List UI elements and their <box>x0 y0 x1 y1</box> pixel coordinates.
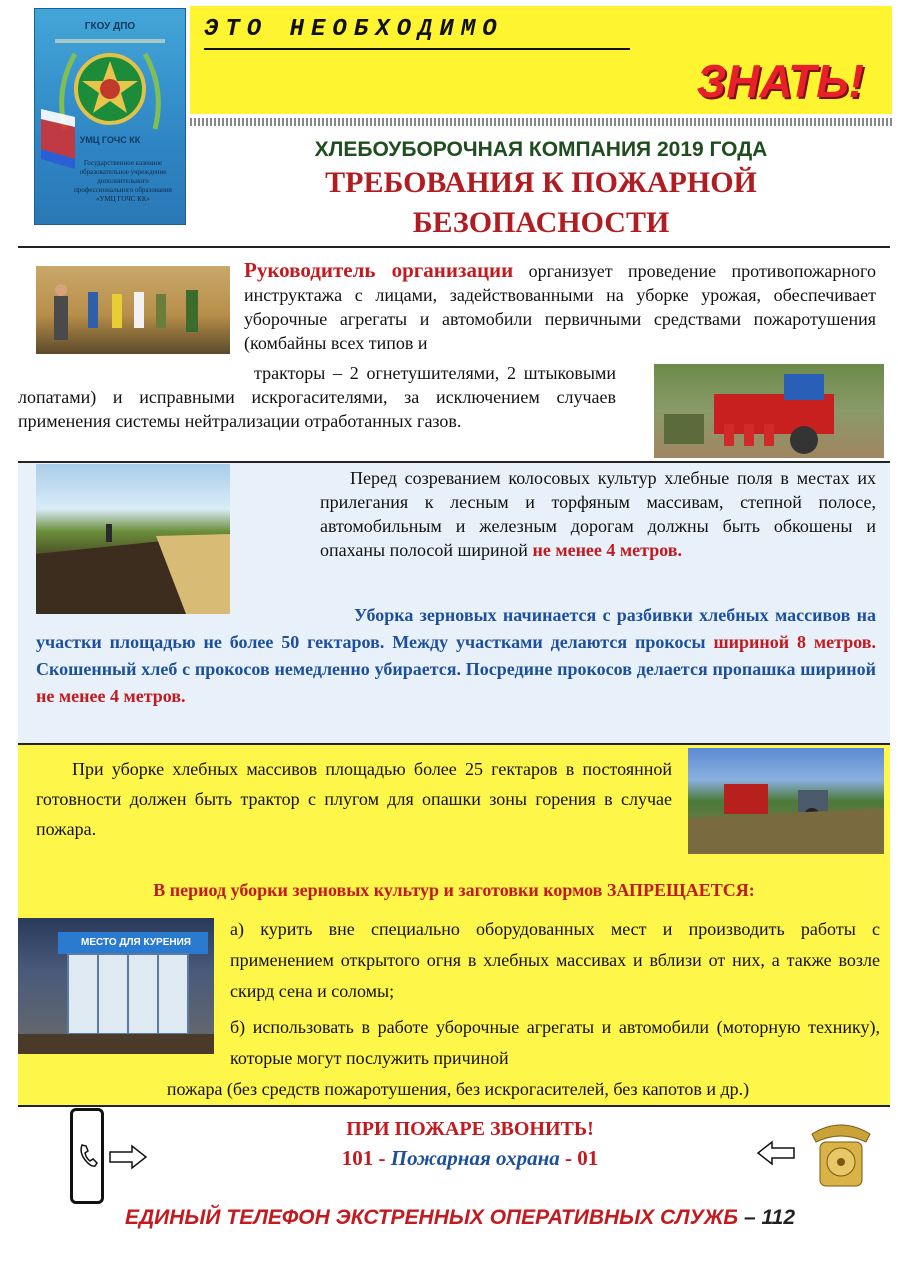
photo-plowed-field <box>36 464 230 614</box>
unified-dash: – <box>738 1206 762 1229</box>
page-title-line1: ТРЕБОВАНИЯ К ПОЖАРНОЙ <box>325 166 757 199</box>
photo-tractor-plow <box>688 748 884 854</box>
mobile-phone-icon <box>70 1108 104 1204</box>
unified-label: ЕДИНЫЙ ТЕЛЕФОН ЭКСТРЕННЫХ ОПЕРАТИВНЫХ СЛУЖБ <box>124 1206 739 1229</box>
section3-paragraph: При уборке хлебных массивов площадью более 25 гектаров в постоянной готовности должен быть трактор с плугом для опашки зоны горения в случае пожара. <box>36 759 672 839</box>
section2-para1-text: Перед созреванием колосовых культур хлебные поля в местах их прилегания к лесным и торфяным массивам, степной полосе, автомобильным и железным дорогам должны быть обкошены и опаханы полосой шириной <box>320 468 876 560</box>
section1-text-b: тракторы – 2 огнетушителями, 2 штыковыми лопатами) и исправными искрогасителями, за исключением случаев применения системы нейтрализации отработанных газов. <box>18 363 616 431</box>
photo-field-workers <box>36 266 230 354</box>
section2-para2-text-b: Скошенный хлеб с прокосов немедленно убирается. Посредине прокосов делается пропашка шириной <box>36 659 876 679</box>
unified-emergency-line <box>60 1206 860 1230</box>
section2-paragraph2 <box>36 602 876 710</box>
banner-subtitle: ЭТО НЕОБХОДИМО <box>204 16 504 43</box>
section2-paragraph1 <box>320 466 876 562</box>
badge-org-short: ГКОУ ДПО <box>84 21 136 32</box>
phone-number-01: - 01 <box>565 1146 599 1170</box>
section2-para2-highlight1: шириной 8 метров. <box>713 632 876 652</box>
section1-paragraph <box>244 258 876 355</box>
badge-org-full: Государственное казенное образовательное учреждение дополнительного профессионального образования «УМЦ ГОЧС КК» <box>74 159 172 203</box>
section1-lead: Руководитель организации <box>244 258 514 282</box>
fire-service-phone <box>270 1146 670 1171</box>
phone-number-101: 101 - <box>341 1146 386 1170</box>
prohibition-item-b-end: пожара (без средств пожаротушения, без искрогасителей, без капотов и др.) <box>166 1079 750 1099</box>
campaign-title: ХЛЕБОУБОРОЧНАЯ КОМПАНИЯ 2019 ГОДА <box>314 138 768 161</box>
photo-smoking-area <box>18 918 214 1054</box>
page-title-line2: БЕЗОПАСНОСТИ <box>412 206 670 239</box>
section1-text-a: организует проведение противопожарного инструктажа с лицами, задействованными на уборке урожая, обеспечивает уборочные агрегаты и автомобили первичными средствами пожаротушения (комбайны всех типов и <box>244 261 876 353</box>
fire-service-name: Пожарная охрана <box>390 1146 560 1170</box>
arrow-left-icon <box>756 1140 796 1171</box>
call-heading: ПРИ ПОЖАРЕ ЗВОНИТЬ! <box>346 1118 594 1140</box>
banner-rule <box>190 118 892 126</box>
prohibition-item-a: а) курить вне специально оборудованных мест и производить работы с применением открытого огня в хлебных массивах и вблизи от них, а также возле скирд сена и соломы; <box>230 919 880 1001</box>
section2-para2-text-a: Уборка зерновых начинается с разбивки хлебных массивов на участки площадью не более 50 гектаров. Между участками делаются прокосы <box>36 605 876 652</box>
org-badge <box>34 8 186 225</box>
rotary-phone-icon <box>806 1114 876 1199</box>
section2-para2-highlight2: не менее 4 метров. <box>36 686 186 706</box>
prohibitions-heading: В период уборки зерновых культур и заготовки кормов ЗАПРЕЩАЕТСЯ: <box>153 880 755 900</box>
unified-number: 112 <box>761 1206 796 1229</box>
banner-headline: ЗНАТЬ! <box>696 55 864 107</box>
prohibition-item-b: б) использовать в работе уборочные агрегаты и автомобили (моторную технику), которые могут послужить причиной <box>230 1017 880 1068</box>
photo-fire-equipment <box>654 364 884 458</box>
section2-para1-highlight: не менее 4 метров. <box>532 540 683 560</box>
arrow-right-icon <box>108 1144 148 1175</box>
subtitle-underline <box>204 48 630 50</box>
smoking-sign-text: МЕСТО ДЛЯ КУРЕНИЯ <box>80 937 191 948</box>
badge-org-center: УМЦ ГОЧС КК <box>79 135 141 145</box>
